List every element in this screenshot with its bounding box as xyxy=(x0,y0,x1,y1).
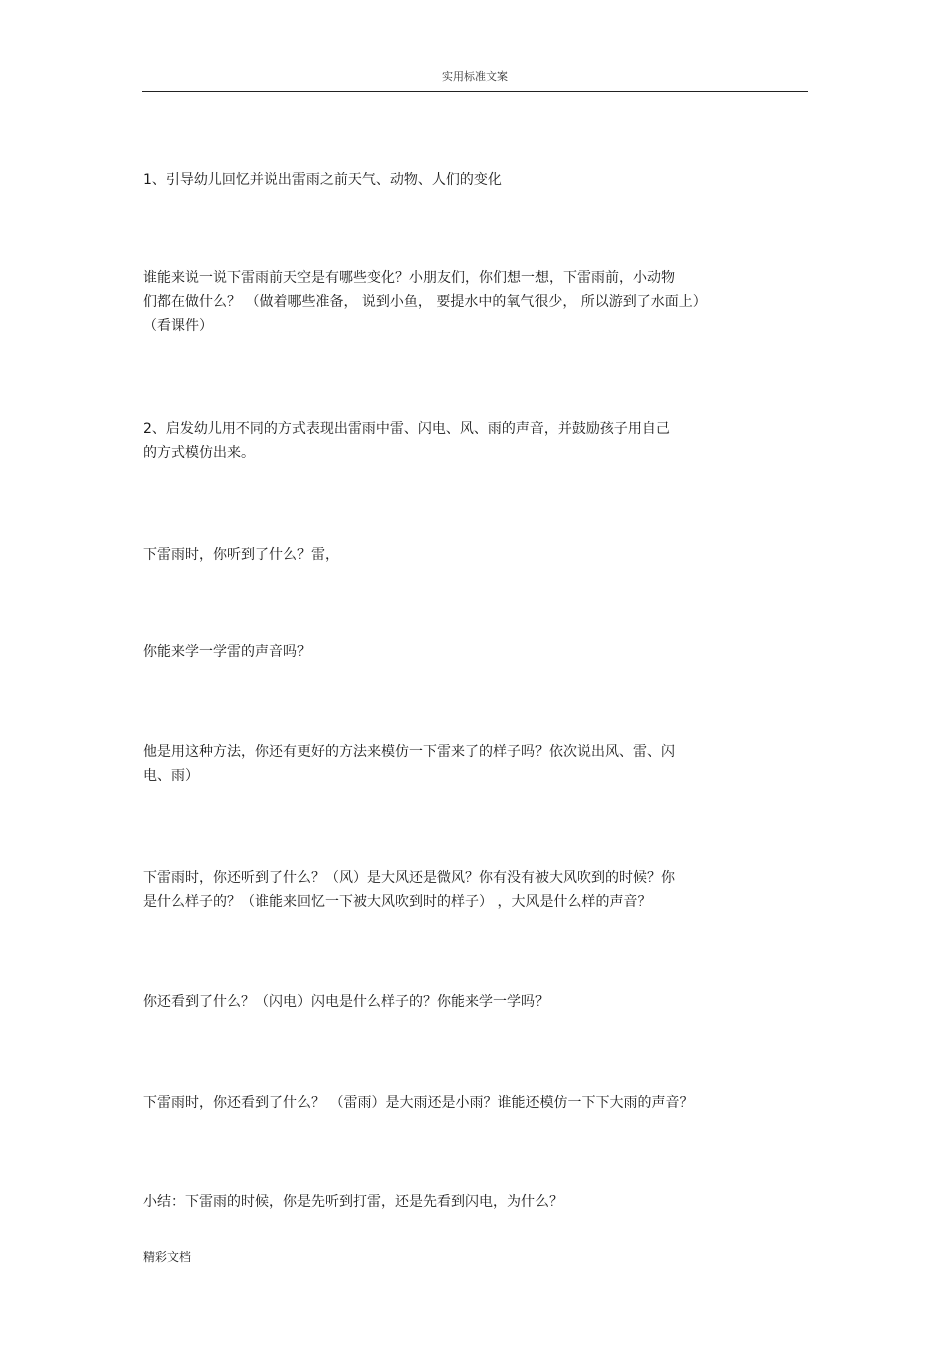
paragraph-4 xyxy=(143,543,803,567)
paragraph-line: 电、雨） xyxy=(143,768,199,784)
paragraph-line: 谁能来说一说下雷雨前天空是有哪些变化？小朋友们，你们想一想，下雷雨前，小动物 xyxy=(143,270,675,286)
paragraph-9 xyxy=(143,1091,803,1115)
page-header-title: 实用标准文案 xyxy=(442,70,508,83)
paragraph-7 xyxy=(143,866,803,914)
paragraph-3 xyxy=(143,417,803,465)
paragraph-line: 1、引导幼儿回忆并说出雷雨之前天气、动物、人们的变化 xyxy=(143,172,502,188)
paragraph-line: 的方式模仿出来。 xyxy=(143,445,255,461)
paragraph-6 xyxy=(143,740,803,788)
paragraph-line: （看课件） xyxy=(143,318,213,334)
page-footer: 精彩文档 xyxy=(143,1250,192,1264)
paragraph-line: 你还看到了什么？（闪电）闪电是什么样子的？你能来学一学吗？ xyxy=(143,994,549,1010)
paragraph-1 xyxy=(143,168,803,192)
paragraph-line: 小结：下雷雨的时候，你是先听到打雷，还是先看到闪电，为什么？ xyxy=(143,1194,563,1210)
paragraph-line: 是什么样子的？（谁能来回忆一下被大风吹到时的样子） ，大风是什么样的声音？ xyxy=(143,894,652,910)
paragraph-2 xyxy=(143,266,803,338)
paragraph-10 xyxy=(143,1190,803,1214)
paragraph-line: 下雷雨时，你听到了什么？雷， xyxy=(143,547,339,563)
paragraph-line: 他是用这种方法，你还有更好的方法来模仿一下雷来了的样子吗？依次说出风、雷、闪 xyxy=(143,744,675,760)
paragraph-line: 2、启发幼儿用不同的方式表现出雷雨中雷、闪电、风、雨的声音，并鼓励孩子用自己 xyxy=(143,421,670,437)
paragraph-line: 你能来学一学雷的声音吗？ xyxy=(143,644,311,660)
paragraph-line: 下雷雨时，你还看到了什么？ （雷雨）是大雨还是小雨？谁能还模仿一下下大雨的声音？ xyxy=(143,1095,694,1111)
paragraph-8 xyxy=(143,990,803,1014)
paragraph-line: 们都在做什么？ （做着哪些准备， 说到小鱼， 要提水中的氧气很少， 所以游到了水面上） xyxy=(143,294,707,310)
paragraph-line: 下雷雨时，你还听到了什么？（风）是大风还是微风？你有没有被大风吹到的时候？你 xyxy=(143,870,675,886)
header-rule xyxy=(142,91,808,92)
paragraph-5 xyxy=(143,640,803,664)
